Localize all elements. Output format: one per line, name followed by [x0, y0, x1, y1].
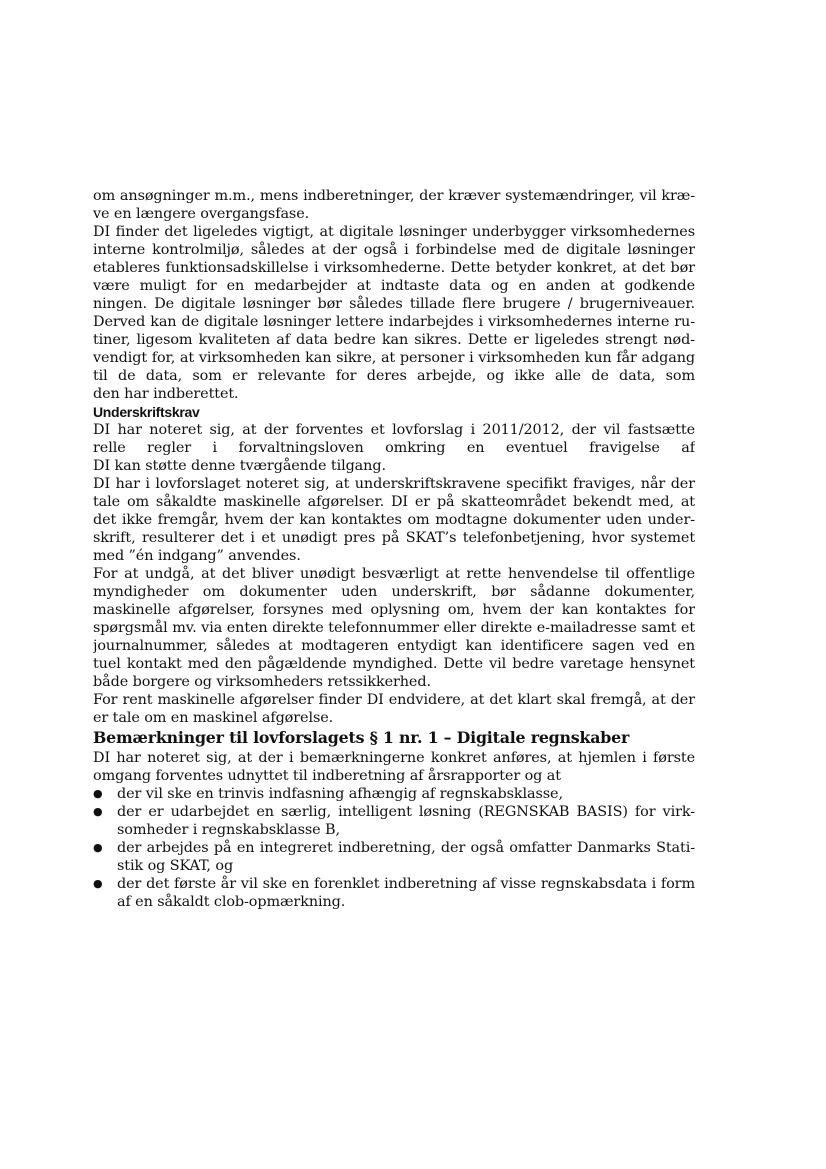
text-line: ve en længere overgangsfase. — [93, 206, 310, 222]
text-line: der det første år vil ske en forenklet indberetning af visse regnskabsdata i form — [117, 876, 695, 892]
text-line: tuel kontakt med den pågældende myndighed. Dette vil bedre varetage hensynet — [93, 656, 695, 672]
text-line: er tale om en maskinel afgørelse. — [93, 710, 334, 726]
text-line: DI har noteret sig, at der i bemærkningerne konkret anføres, at hjemlen i første — [93, 750, 695, 766]
text-line: vendigt for, at virksomheden kan sikre, at personer i virksomheden kun får adgang — [93, 350, 695, 366]
text-line: Derved kan de digitale løsninger lettere indarbejdes i virksomhedernes interne ru- — [93, 314, 695, 330]
paragraph-bemaerkninger-intro — [93, 749, 695, 785]
text-line: skrift, resulterer det i et unødigt pres på SKAT’s telefonbetjening, hvor systemet — [93, 530, 695, 546]
paragraph-rent-maskinelle — [93, 691, 695, 727]
text-line: spørgsmål mv. via enten direkte telefonnummer eller direkte e-mailadresse samt et — [93, 620, 695, 636]
list-item — [93, 839, 695, 875]
text-line: omgang forventes udnyttet til indberetning af årsrapporter og at — [93, 768, 561, 784]
paragraph-digital-solutions — [93, 223, 695, 403]
text-line: myndigheder om dokumenter uden underskrift, bør sådanne dokumenter, — [93, 584, 695, 600]
text-line: journalnummer, således at modtageren entydigt kan identificere sagen ved en — [93, 638, 695, 654]
text-line: DI kan støtte denne tværgående tilgang. — [93, 458, 386, 474]
text-line: DI har noteret sig, at der forventes et lovforslag i 2011/2012, der vil fastsætte — [93, 422, 695, 438]
text-line: være muligt for en medarbejder at indtaste data og en anden at godkende — [93, 278, 695, 294]
text-line: DI finder det ligeledes vigtigt, at digitale løsninger underbygger virksomhedernes — [93, 224, 695, 240]
section-heading-underskriftskrav: Underskriftskrav — [93, 404, 200, 420]
bullet-icon: ● — [93, 805, 103, 818]
list-item — [93, 803, 695, 839]
text-line: både borgere og virksomheders retssikkerhed. — [93, 674, 431, 690]
bullet-icon: ● — [93, 877, 103, 890]
bullet-icon: ● — [93, 787, 103, 800]
text-line: om ansøgninger m.m., mens indberetninger, der kræver systemændringer, vil kræ- — [93, 188, 695, 204]
text-line: DI har i lovforslaget noteret sig, at underskriftskravene specifikt fraviges, når der — [93, 476, 695, 492]
paragraph-continuation — [93, 187, 695, 223]
text-line: ningen. De digitale løsninger bør således tillade flere brugere / brugerniveauer. — [93, 296, 695, 312]
paragraph-henvendelse — [93, 565, 695, 691]
bullet-list — [93, 785, 695, 911]
list-item — [93, 785, 695, 803]
text-line: den har indberettet. — [93, 386, 239, 402]
list-item — [93, 875, 695, 911]
text-line: der arbejdes på en integreret indberetning, der også omfatter Danmarks Stati- — [117, 840, 695, 856]
text-line: med ”én indgang” anvendes. — [93, 548, 301, 564]
document-body — [93, 187, 695, 911]
text-line: etableres funktionsadskillelse i virksomhederne. Dette betyder konkret, at det bør — [93, 260, 695, 276]
text-line: tale om såkaldte maskinelle afgørelser. DI er på skatteområdet bekendt med, at — [93, 494, 695, 510]
bullet-icon: ● — [93, 841, 103, 854]
paragraph-lovforslag — [93, 421, 695, 475]
text-line: For at undgå, at det bliver unødigt besværligt at rette henvendelse til offentlige — [93, 566, 695, 582]
text-line: maskinelle afgørelser, forsynes med oplysning om, hvem der kan kontaktes for — [93, 602, 695, 618]
paragraph-maskinelle-afgoerelser — [93, 475, 695, 565]
section-heading-bemaerkninger: Bemærkninger til lovforslagets § 1 nr. 1 – Digitale regnskaber — [93, 728, 630, 747]
text-line: af en såkaldt clob-opmærkning. — [117, 894, 346, 910]
text-line: relle regler i forvaltningsloven omkring en eventuel fravigelse af — [93, 440, 695, 456]
text-line: tiner, ligesom kvaliteten af data bedre kan sikres. Dette er ligeledes strengt nød- — [93, 332, 695, 348]
text-line: stik og SKAT, og — [117, 858, 234, 874]
text-line: der er udarbejdet en særlig, intelligent løsning (REGNSKAB BASIS) for virk- — [117, 804, 695, 820]
text-line: der vil ske en trinvis indfasning afhængig af regnskabsklasse, — [117, 786, 563, 802]
text-line: somheder i regnskabsklasse B, — [117, 822, 341, 838]
text-line: det ikke fremgår, hvem der kan kontaktes om modtagne dokumenter uden under- — [93, 512, 695, 528]
text-line: til de data, som er relevante for deres arbejde, og ikke alle de data, som — [93, 368, 695, 384]
text-line: For rent maskinelle afgørelser finder DI endvidere, at det klart skal fremgå, at der — [93, 692, 695, 708]
text-line: interne kontrolmiljø, således at der også i forbindelse med de digitale løsninger — [93, 242, 695, 258]
